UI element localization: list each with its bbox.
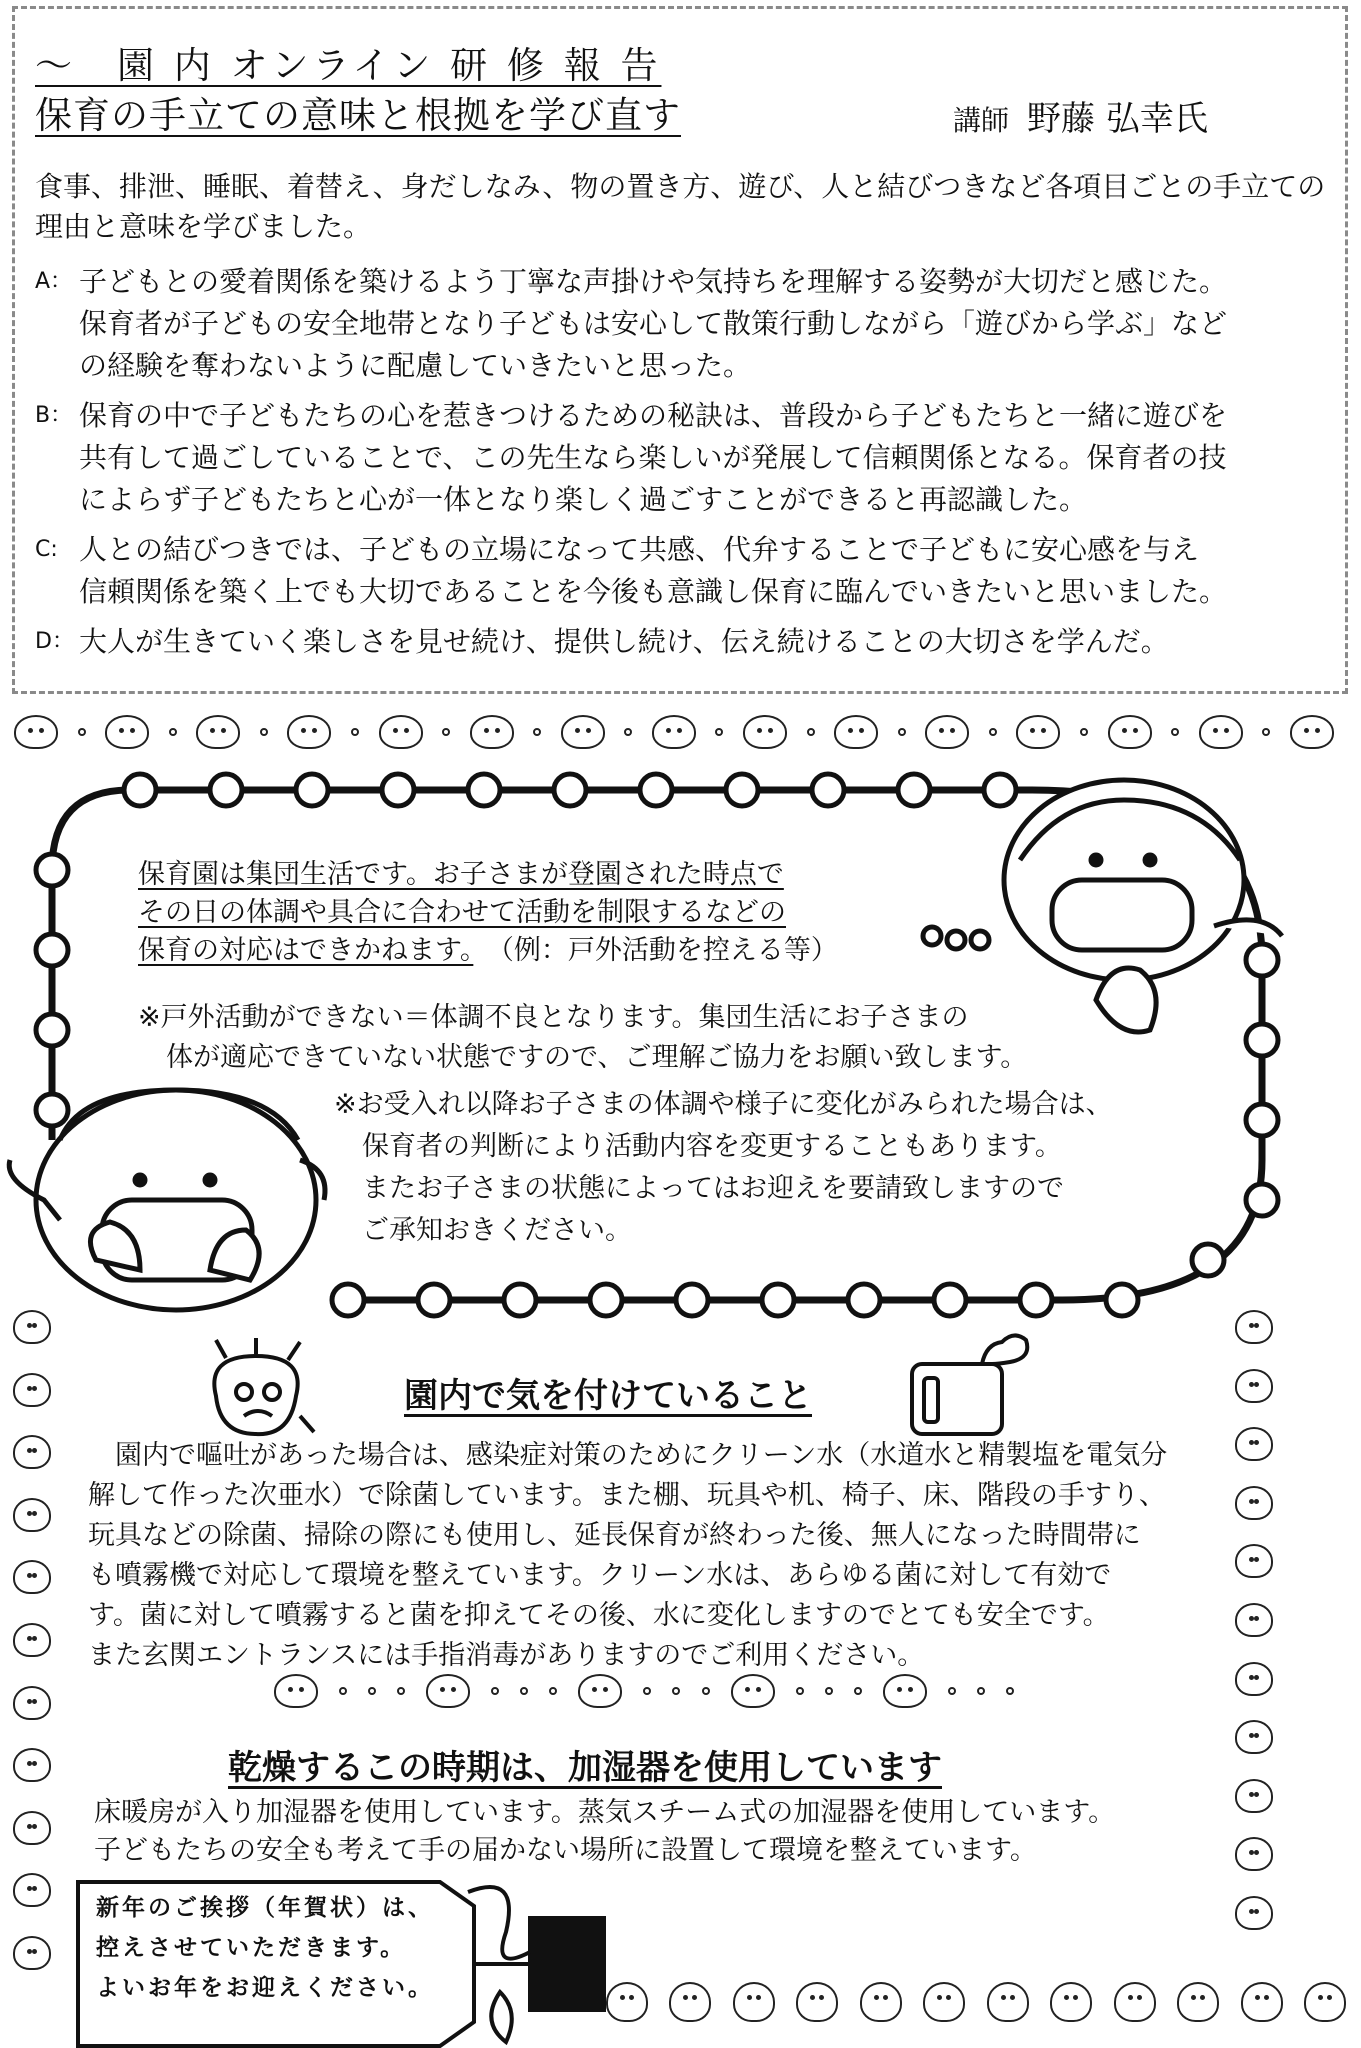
humidifier-body (94, 1794, 1115, 1870)
germ-icon (196, 1336, 316, 1446)
item-line: 子どもとの愛着関係を築けるよう丁寧な声掛けや気持ちを理解する姿勢が大切だと感じた。 (79, 265, 1228, 298)
notice-example: （例：戸外活動を控える等） (500, 935, 838, 966)
dot-icon (339, 1687, 347, 1695)
frame-icon (1235, 1896, 1273, 1930)
item-line: 共有して過ごしていることで、この先生なら楽しいが発展して信頼関係となる。保育者の技 (79, 441, 1227, 474)
ox-icon (669, 1982, 711, 2022)
dot-icon (854, 1687, 862, 1695)
mouse-icon (1235, 1369, 1273, 1403)
mouse-icon (1235, 1720, 1273, 1754)
dot-icon (397, 1687, 405, 1695)
dot-icon (948, 1687, 956, 1695)
child-face-icon (426, 1674, 470, 1708)
item-key: A： (35, 269, 73, 294)
rooster-icon (1177, 1982, 1219, 2022)
new-year-line: 新年のご挨拶（年賀状）は、 (96, 1895, 434, 1921)
humidifier-icon (906, 1328, 1032, 1438)
face-icon (1290, 715, 1334, 749)
intro-line: 理由と意味を学びました。 (35, 210, 372, 243)
dot-icon (351, 728, 359, 736)
dot-icon (1080, 728, 1088, 736)
notice-change (334, 1084, 1113, 1252)
item-line: によらず子どもたちと心が一体となり楽しく過ごすことができると再認識した。 (79, 483, 1088, 516)
precautions-body (88, 1436, 1216, 1676)
child-face-icon (578, 1674, 622, 1708)
face-icon (196, 715, 240, 749)
dot-icon (1006, 1687, 1014, 1695)
report-item-c (35, 529, 1335, 613)
dot-icon (796, 1687, 804, 1695)
tag-ribbon (528, 1916, 606, 2012)
rabbit-icon (13, 1310, 51, 1344)
frame-icon (1235, 1603, 1273, 1637)
dot-icon (898, 728, 906, 736)
rat-icon (606, 1982, 648, 2022)
new-year-line: 控えさせていただきます。 (96, 1935, 407, 1961)
report-body (35, 167, 1335, 671)
face-icon (1199, 715, 1243, 749)
lecturer (953, 91, 1208, 140)
precautions-line: 園内で嘔吐があった場合は、感染症対策のためにクリーン水（水道水と精製塩を電気分 (88, 1440, 1168, 1471)
child-face-icon (731, 1674, 775, 1708)
rabbit-icon (796, 1982, 838, 2022)
training-report-box (12, 6, 1348, 694)
face-icon (834, 715, 878, 749)
decorative-zodiac-row (606, 1978, 1346, 2026)
mouse-icon (13, 1373, 51, 1407)
new-year-line: よいお年をお迎えください。 (96, 1975, 434, 2001)
humidifier-title: 乾燥するこの時期は、加湿器を使用しています (228, 1748, 942, 1788)
mouse-icon (13, 1748, 51, 1782)
item-line: 保育の中で子どもたちの心を惹きつけるための秘訣は、普段から子どもたちと一緒に遊びを (79, 399, 1228, 432)
monkey-icon (1114, 1982, 1156, 2022)
dot-icon (989, 728, 997, 736)
notice-line (138, 932, 838, 970)
rabbit-icon (1235, 1662, 1273, 1696)
new-year-message (96, 1888, 434, 2008)
snake-icon (923, 1982, 965, 2022)
report-heading: ～ 園 内 オンライン 研 修 報 告 (35, 44, 662, 87)
dot-icon (825, 1687, 833, 1695)
humidifier-line: 子どもたちの安全も考えて手の届かない場所に設置して環境を整えています。 (94, 1835, 1037, 1866)
decorative-bubble-row (274, 1668, 1014, 1714)
decorative-border-right (1232, 1310, 1276, 1930)
precautions-title: 園内で気を付けていること (404, 1376, 812, 1416)
precautions-line: も噴霧機で対応して環境を整えています。クリーン水は、あらゆる菌に対して有効で (88, 1560, 1112, 1591)
frame-icon (13, 1623, 51, 1657)
item-line: の経験を奪わないように配慮していきたいと思った。 (79, 349, 752, 382)
item-line: 信頼関係を築く上でも大切であることを今後も意識し保育に臨んでいきたいと思いました。 (79, 575, 1228, 608)
notice-line: ※戸外活動ができない＝体調不良となります。集団生活にお子さまの (138, 1002, 969, 1033)
lecturer-role: 講師 (953, 104, 1010, 137)
child-face-icon (274, 1674, 318, 1708)
precautions-line: また玄関エントランスには手指消毒がありますのでご利用ください。 (88, 1640, 925, 1671)
face-icon (470, 715, 514, 749)
dot-icon (1262, 728, 1270, 736)
child-icon (13, 1811, 51, 1845)
leaf-icon (491, 1992, 511, 2042)
notice-line: 保育者の判断により活動内容を変更することもあります。 (362, 1131, 1062, 1162)
face-icon (14, 715, 58, 749)
report-subheading: 保育の手立ての意味と根拠を学び直す (35, 94, 681, 137)
report-item-d (35, 621, 1335, 663)
child-face-icon (883, 1674, 927, 1708)
intro-line: 食事、排泄、睡眠、着替え、身だしなみ、物の置き方、遊び、人と結びつきなど各項目ごとの手立ての (35, 170, 1326, 203)
dot-icon (260, 728, 268, 736)
item-line: 大人が生きていく楽しさを見せ続け、提供し続け、伝え続けることの大切さを学んだ。 (79, 625, 1169, 658)
dot-icon (672, 1687, 680, 1695)
notice-line-underlined: 保育の対応はできかねます。 (138, 935, 474, 966)
dot-icon (1171, 728, 1179, 736)
report-item-b (35, 395, 1335, 521)
face-icon (743, 715, 787, 749)
dot-icon (643, 1687, 651, 1695)
dot-icon (169, 728, 177, 736)
decorative-border-left (10, 1310, 54, 1970)
cat-icon (1235, 1544, 1273, 1578)
dragon-icon (860, 1982, 902, 2022)
face-icon (561, 715, 605, 749)
notice-line: 保育園は集団生活です。お子さまが登園された時点で (138, 859, 784, 890)
notice-line: ※お受入れ以降お子さまの体調や様子に変化がみられた場合は、 (334, 1089, 1113, 1120)
sheep-icon (1050, 1982, 1092, 2022)
dot-icon (807, 728, 815, 736)
notice-outdoor (138, 998, 1027, 1078)
face-icon (287, 715, 331, 749)
decorative-border-top (14, 712, 1334, 752)
face-icon (1108, 715, 1152, 749)
masked-child-right-illustration (923, 780, 1282, 1032)
cat-icon (13, 1560, 51, 1594)
precautions-line: 玩具などの除菌、掃除の際にも使用し、延長保育が終わった後、無人になった時間帯に (88, 1520, 1141, 1551)
precautions-line: 解して作った次亜水）で除菌しています。また棚、玩具や机、椅子、床、階段の手すり、 (88, 1480, 1166, 1511)
dot-icon (368, 1687, 376, 1695)
notice-line: またお子さまの状態によってはお迎えを要請致しますので (362, 1173, 1064, 1204)
face-icon (925, 715, 969, 749)
cup-icon (1235, 1486, 1273, 1520)
rabbit-icon (13, 1686, 51, 1720)
notice-line: その日の体調や具合に合わせて活動を制限するなどの (138, 897, 786, 928)
item-key: B： (35, 403, 73, 428)
notice-line: ご承知おきください。 (362, 1215, 632, 1246)
boar-icon (1304, 1982, 1346, 2022)
child-icon (13, 1435, 51, 1469)
dot-icon (977, 1687, 985, 1695)
cat-icon (1235, 1837, 1273, 1871)
face-icon (1016, 715, 1060, 749)
report-intro (35, 167, 1335, 247)
horse-icon (987, 1982, 1029, 2022)
dot-icon (702, 1687, 710, 1695)
precautions-line: す。菌に対して噴霧すると菌を抑えてその後、水に変化しますのでとても安全です。 (88, 1600, 1110, 1631)
dot-icon (442, 728, 450, 736)
tiger-icon (733, 1982, 775, 2022)
face-icon (379, 715, 423, 749)
notice-line: 体が適応できていない状態ですので、ご理解ご協力をお願い致します。 (166, 1042, 1028, 1073)
dot-icon (624, 728, 632, 736)
child-icon (1235, 1779, 1273, 1813)
rabbit-icon (1235, 1310, 1273, 1344)
dot-icon (533, 728, 541, 736)
dot-icon (78, 728, 86, 736)
item-line: 保育者が子どもの安全地帯となり子どもは安心して散策行動しながら「遊びから学ぶ」など (79, 307, 1228, 340)
cup-icon (13, 1498, 51, 1532)
dot-icon (491, 1687, 499, 1695)
dog-icon (1241, 1982, 1283, 2022)
lecturer-name: 野藤 弘幸氏 (1027, 99, 1208, 139)
child-icon (1235, 1427, 1273, 1461)
item-key: C: (35, 537, 58, 562)
humidifier-line: 床暖房が入り加湿器を使用しています。蒸気スチーム式の加湿器を使用しています。 (94, 1797, 1116, 1828)
face-icon (105, 715, 149, 749)
dot-icon (549, 1687, 557, 1695)
face-icon (652, 715, 696, 749)
item-key: D： (35, 629, 74, 654)
report-item-a (35, 261, 1335, 387)
notice-policy (138, 856, 838, 970)
item-line: 人との結びつきでは、子どもの立場になって共感、代弁することで子どもに安心感を与え (79, 533, 1200, 566)
dot-icon (715, 728, 723, 736)
dot-icon (520, 1687, 528, 1695)
